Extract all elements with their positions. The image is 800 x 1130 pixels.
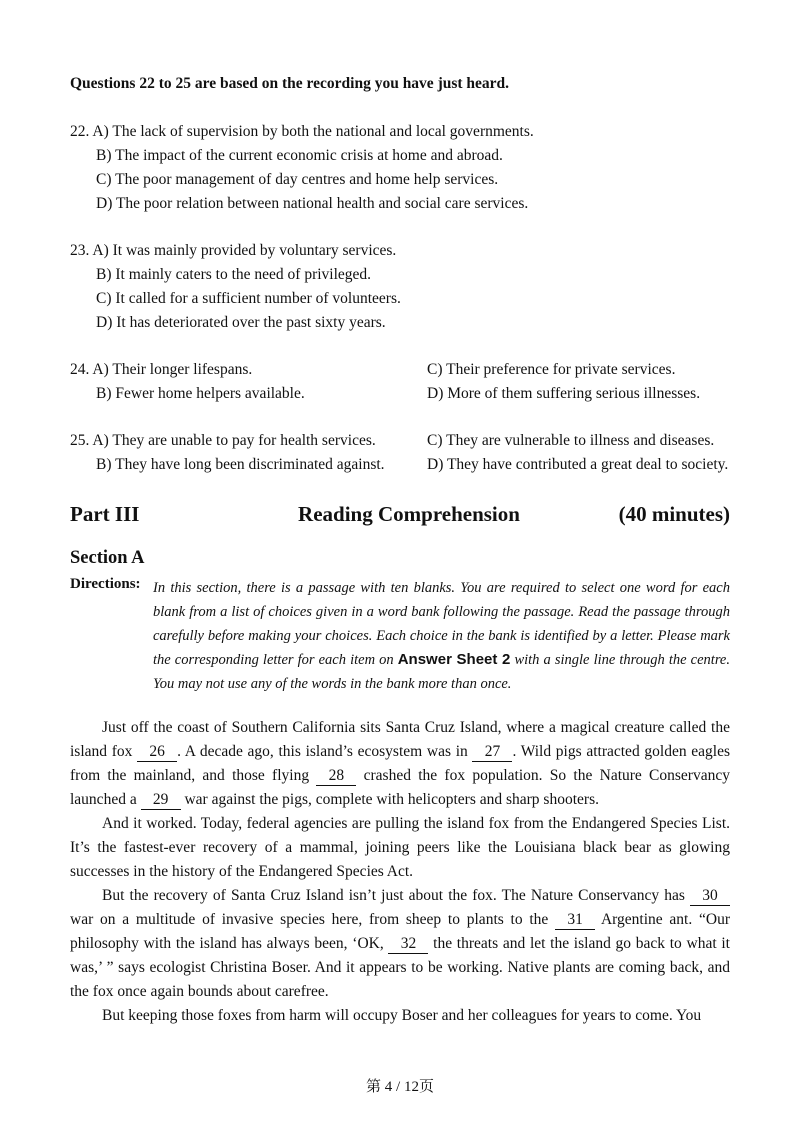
text: war on a multitude of invasive species here, from sheep to plants to the — [70, 911, 556, 928]
question-25 — [70, 429, 730, 477]
directions-text — [153, 576, 730, 696]
text: crashed the fox population. So the Nature Conservancy launched a — [70, 767, 730, 808]
q25-option-b: B) They have long been discriminated against. — [96, 456, 385, 473]
q22-option-b: B) The impact of the current economic crisis at home and abroad. — [96, 147, 503, 164]
q22-option-c: C) The poor management of day centres and home help services. — [96, 171, 499, 188]
question-23 — [70, 239, 401, 335]
blank-29: 29 — [141, 791, 181, 810]
text: Just off the coast of Southern California sits Santa Cruz Island, where a magical creature called the island fox — [70, 719, 730, 760]
text: . A decade ago, this island’s ecosystem was in — [177, 743, 473, 760]
answer-sheet-label: Answer Sheet 2 — [397, 651, 511, 668]
blank-28: 28 — [316, 767, 356, 786]
q24-option-d: D) More of them suffering serious illnesses. — [427, 385, 701, 402]
blank-32: 32 — [388, 935, 428, 954]
paragraph-1 — [70, 716, 730, 812]
question-22 — [70, 120, 534, 216]
q23-option-d: D) It has deteriorated over the past sixty years. — [96, 314, 386, 331]
q23-option-a: 23. A) It was mainly provided by voluntary services. — [70, 242, 397, 259]
part-heading — [70, 502, 730, 527]
listening-instruction: Questions 22 to 25 are based on the recording you have just heard. — [70, 75, 510, 92]
directions-text-part1: In this section, there is a passage with ten blanks. You are required to select one word for each blank from a list of choices given in a word bank following the passage. Read the passage through carefully before making your choices. Each choice in the bank is identified by a letter. Please mark the corresponding letter for each item on — [153, 580, 730, 668]
q23-option-b: B) It mainly caters to the need of privileged. — [96, 266, 372, 283]
reading-passage — [70, 716, 730, 1028]
blank-27: 27 — [472, 743, 512, 762]
section-heading: Section A — [70, 548, 145, 568]
directions-text-part2: with a single line through the centre. You may not use any of the words in the bank more than once. — [153, 652, 730, 692]
blank-26: 26 — [137, 743, 177, 762]
paragraph-4: But keeping those foxes from harm will occupy Boser and her colleagues for years to come. You — [102, 1007, 702, 1024]
blank-31: 31 — [555, 911, 595, 930]
paragraph-2: And it worked. Today, federal agencies are pulling the island fox from the Endangered Species List. It’s the fastest-ever recovery of a mammal, joining peers like the Louisiana black bear as glowing successes in the history of the Endangered Species Act. — [70, 815, 730, 880]
part-label: Part III — [70, 502, 140, 526]
part-title: Reading Comprehension — [298, 502, 520, 526]
part-time: (40 minutes) — [618, 502, 730, 526]
q24-option-a: 24. A) Their longer lifespans. — [70, 361, 253, 378]
q24-option-c: C) Their preference for private services. — [427, 361, 676, 378]
paragraph-3 — [70, 884, 730, 1004]
text: . Wild pigs attracted golden eagles from the mainland, and those flying — [70, 743, 730, 784]
q22-option-d: D) The poor relation between national health and social care services. — [96, 195, 529, 212]
question-24 — [70, 358, 730, 406]
q25-option-a: 25. A) They are unable to pay for health services. — [70, 432, 376, 449]
blank-30: 30 — [690, 887, 730, 906]
text: the threats and let the island go back to what it was,’ ” says ecologist Christina Boser. And it appears to be working. Native plants are coming back, and the fox once again bounds about carefree. — [70, 935, 730, 1000]
q22-option-a: 22. A) The lack of supervision by both the national and local governments. — [70, 123, 534, 140]
text: war against the pigs, complete with helicopters and sharp shooters. — [180, 791, 599, 808]
q24-option-b: B) Fewer home helpers available. — [96, 385, 305, 402]
text: Argentine ant. “Our philosophy with the island has always been, ‘OK, — [70, 911, 730, 952]
directions-label: Directions: — [70, 576, 141, 592]
page-number: 第 4 / 12页 — [366, 1079, 434, 1095]
text: But the recovery of Santa Cruz Island isn’t just about the fox. The Nature Conservancy has — [102, 887, 690, 904]
q23-option-c: C) It called for a sufficient number of volunteers. — [96, 290, 401, 307]
q25-option-d: D) They have contributed a great deal to society. — [427, 456, 729, 473]
q25-option-c: C) They are vulnerable to illness and diseases. — [427, 432, 715, 449]
